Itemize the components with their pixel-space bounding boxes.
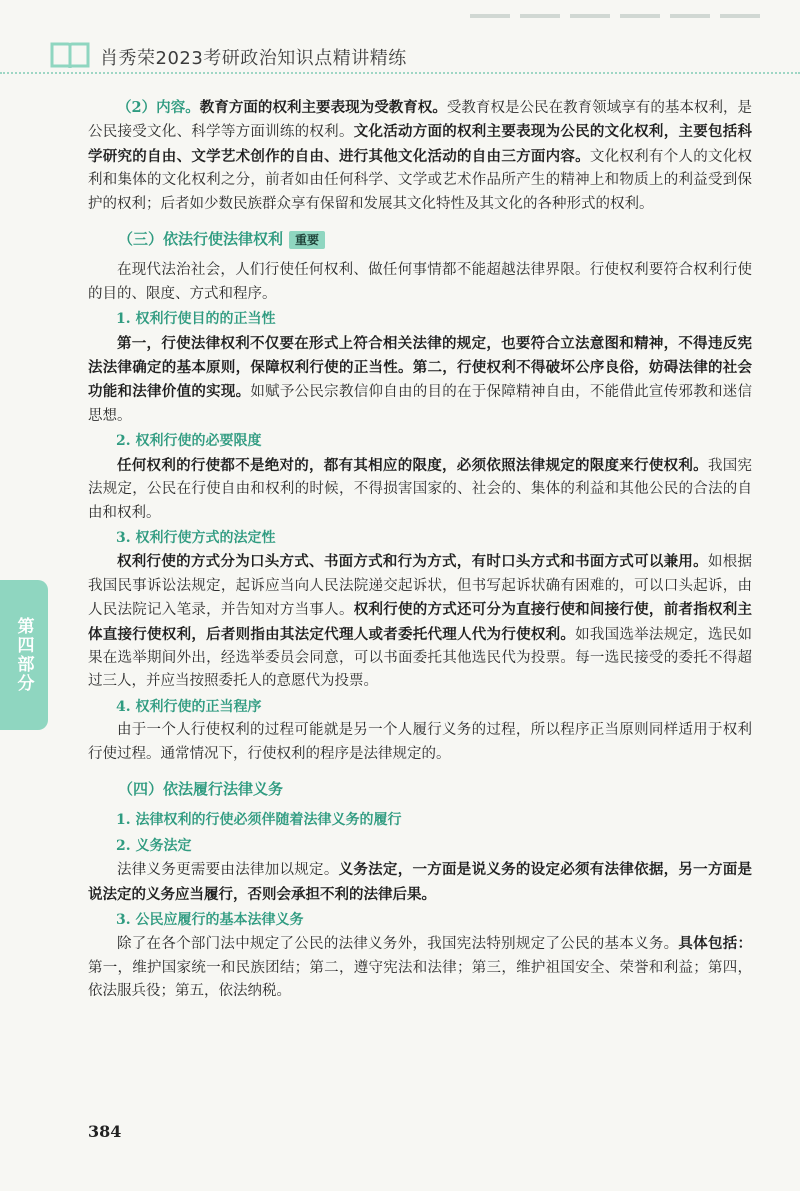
bold-text: 具体包括： [678, 935, 753, 953]
subheading-7: 3. 公民应履行的基本法律义务 [116, 912, 304, 928]
body-text: 文化权利有个人的文化权利和集体的文化权利之分，前者如由任何科学、文学或艺术作品所产生的精神上和物质上的利益受到保护的权利；后者如少数民族群众享有保留和发展其文化特性及其文化的各种形式的权利。 [88, 148, 753, 212]
body-text: 如我国选举法规定，选民如果在选举期间外出，经选举委员会同意，可以书面委托其他选民代为投票。每一选民接受的委托不得超过三人，并应当按照委托人的意愿代为投票。 [88, 626, 752, 690]
important-badge: 重要 [289, 231, 325, 249]
body-text: 法律义务更需要由法律加以规定。 [117, 862, 339, 879]
bold-text: 第一，行使法律权利不仅要在形式上符合相关法律的规定，也要符合立法意图和精神，不得违反宪法法律确定的基本原则，保障权利行使的正当性。第二，行使权利不得破坏公序良俗，妨碍法律的社会功能和法律价值的实现。 [88, 334, 752, 401]
section-side-tab: 第四部分 [0, 580, 48, 730]
paragraph-lead: （2）内容。 [117, 99, 200, 116]
section-heading-3 [88, 228, 752, 251]
subheading-2: 2. 权利行使的必要限度 [116, 433, 262, 450]
section-title: （四）依法履行法律义务 [118, 779, 284, 798]
body-text: 我国宪法规定，公民在行使自由和权利的时候，不得损害国家的、社会的、集体的利益和其他公民的合法的自由和权利。 [88, 457, 753, 521]
subheading-3: 3. 权利行使方式的法定性 [116, 529, 276, 546]
page-number: 384 [88, 1122, 122, 1141]
header-decoration-bar [470, 14, 770, 18]
page-header [0, 0, 800, 78]
subheading-1: 1. 权利行使目的的正当性 [116, 311, 276, 328]
paragraph-method [88, 550, 752, 693]
body-text: 除了在各个部门法中规定了公民的法律义务外，我国宪法特别规定了公民的基本义务。 [117, 936, 679, 953]
bold-text: 教育方面的权利主要表现为受教育权。 [199, 99, 447, 116]
paragraph-intro: 在现代法治社会，人们行使任何权利、做任何事情都不能超越法律界限。行使权利要符合权利行使的目的、限度、方式和程序。 [88, 262, 752, 302]
book-title: 肖秀荣2023考研政治知识点精讲精练 [100, 48, 407, 69]
paragraph-legal-duty [88, 858, 752, 907]
subheading-4: 4. 权利行使的正当程序 [116, 698, 262, 715]
paragraph-purpose [88, 332, 752, 429]
subheading-5: 1. 法律权利的行使必须伴随着法律义务的履行 [116, 812, 402, 829]
section-heading-4 [88, 778, 752, 801]
bold-text: 任何权利的行使都不是绝对的，都有其相应的限度，必须依照法律规定的限度来行使权利。 [117, 456, 708, 474]
bold-text: 权利行使的方式还可分为直接行使和间接行使，前者指权利主体直接行使权利，后者则指由其法定代理人或者委托代理人代为行使权利。 [88, 601, 752, 643]
body-text: 受教育权是公民在教育领域享有的基本权利，是公民接受文化、科学等方面训练的权利。 [88, 100, 753, 141]
body-text: 如根据我国民事诉讼法规定，起诉应当向人民法院递交起诉状，但书写起诉状确有困难的，可以口头起诉，由人民法院记入笔录，并告知对方当事人。 [88, 554, 753, 619]
paragraph-content [88, 96, 752, 216]
page-body [88, 96, 752, 1004]
subheading-6: 2. 义务法定 [116, 837, 192, 854]
bold-text: 义务法定，一方面是说义务的设定必须有法律依据，另一方面是说法定的义务应当履行，否则会承担不利的法律后果。 [88, 861, 752, 903]
section-title: （三）依法行使法律权利 [118, 230, 284, 249]
paragraph-basic-duties [88, 932, 752, 1003]
paragraph-limit [88, 454, 752, 525]
open-book-icon [50, 40, 90, 70]
bold-text: 文化活动方面的权利主要表现为公民的文化权利，主要包括科学研究的自由、文学艺术创作的自由、进行其他文化活动的自由三方面内容。 [88, 123, 752, 165]
body-text: 如赋予公民宗教信仰自由的目的在于保障精神自由，不能借此宣传邪教和迷信思想。 [88, 384, 752, 424]
header-divider [0, 72, 800, 74]
body-text: 第一，维护国家统一和民族团结；第二，遵守宪法和法律；第三，维护祖国安全、荣誉和利益；第四，依法服兵役；第五，依法纳税。 [88, 959, 752, 1000]
bold-text: 权利行使的方式分为口头方式、书面方式和行为方式，有时口头方式和书面方式可以兼用。 [117, 553, 708, 571]
paragraph-procedure: 由于一个人行使权利的过程可能就是另一个人履行义务的过程，所以程序正当原则同样适用于权利行使过程。通常情况下，行使权利的程序是法律规定的。 [88, 722, 752, 762]
